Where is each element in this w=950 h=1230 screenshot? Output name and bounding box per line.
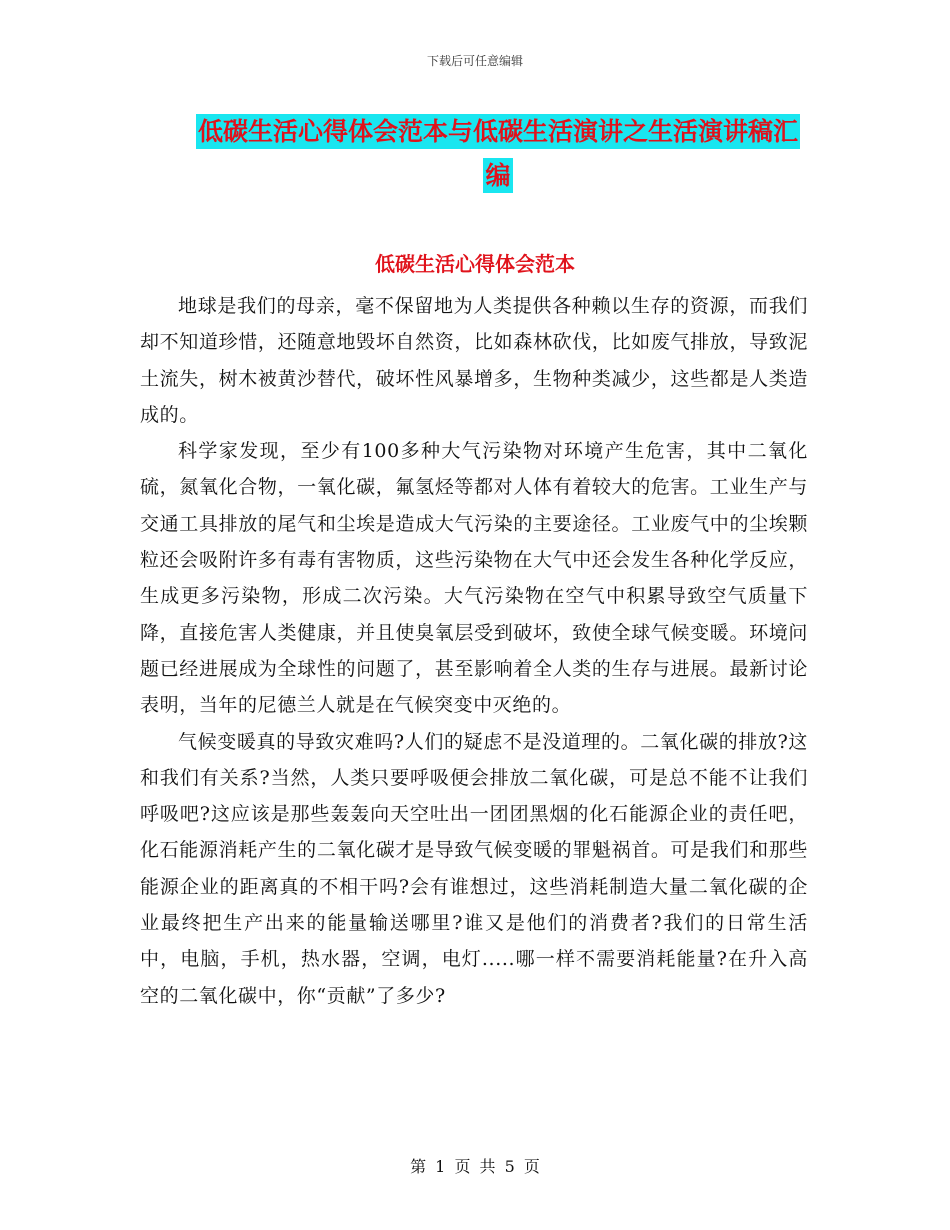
section-title: 低碳生活心得体会范本 bbox=[375, 252, 575, 276]
header-note: 下载后可任意编辑 bbox=[426, 54, 523, 68]
paragraph: 地球是我们的母亲，毫不保留地为人类提供各种赖以生存的资源，而我们却不知道珍惜，还随意地毁坏自然资，比如森林砍伐，比如废气排放，导致泥土流失，树木被黄沙替代，破坏性风暴增多，生物种类减少，这些都是人类造成的。 bbox=[140, 295, 808, 426]
body-text bbox=[140, 288, 808, 1014]
paragraph: 气候变暖真的导致灾难吗?人们的疑虑不是没道理的。二氧化碳的排放?这和我们有关系?当然，人类只要呼吸便会排放二氧化碳，可是总不能不让我们呼吸吧?这应该是那些轰轰向天空吐出一团团黑烟的化石能源企业的责任吧，化石能源消耗产生的二氧化碳才是导致气候变暖的罪魁祸首。可是我们和那些能源企业的距离真的不相干吗?会有谁想过，这些消耗制造大量二氧化碳的企业最终把生产出来的能量输送哪里?谁又是他们的消费者?我们的日常生活中，电脑，手机，热水器，空调，电灯.....哪一样不需要消耗能量?在升入高空的二氧化碳中，你“贡献”了多少? bbox=[140, 730, 808, 1007]
paragraph: 科学家发现，至少有100多种大气污染物对环境产生危害，其中二氧化硫，氮氧化合物，一氧化碳，氟氢烃等都对人体有着较大的危害。工业生产与交通工具排放的尾气和尘埃是造成大气污染的主要途径。工业废气中的尘埃颗粒还会吸附许多有毒有害物质，这些污染物在大气中还会发生各种化学反应，生成更多污染物，形成二次污染。大气污染物在空气中积累导致空气质量下降，直接危害人类健康，并且使臭氧层受到破坏，致使全球气候变暖。环境问题已经进展成为全球性的问题了，甚至影响着全人类的生存与进展。最新讨论表明，当年的尼德兰人就是在气候突变中灭绝的。 bbox=[140, 440, 808, 717]
page-number: 第 1 页 共 5 页 bbox=[410, 1157, 540, 1176]
document-title bbox=[188, 110, 808, 198]
document-title-text: 低碳生活心得体会范本与低碳生活演讲之生活演讲稿汇编 bbox=[196, 114, 800, 193]
